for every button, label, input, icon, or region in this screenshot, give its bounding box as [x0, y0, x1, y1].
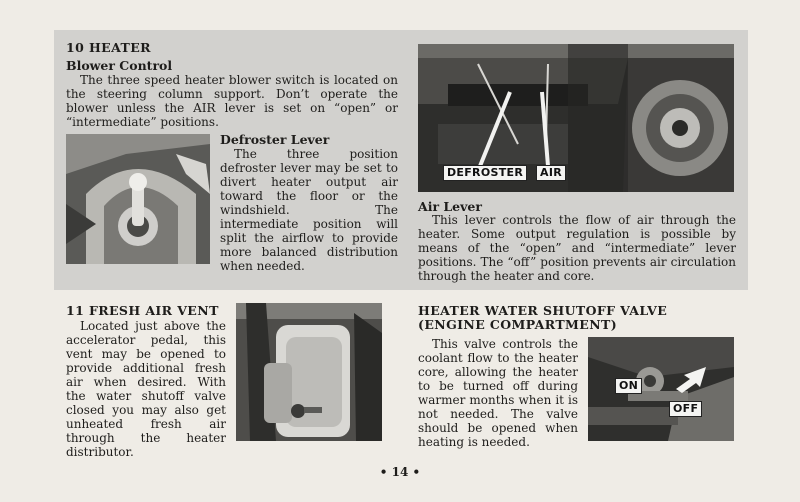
shutoff-valve-title: HEATER WATER SHUTOFF VALVE	[418, 303, 668, 318]
air-photo-label: AIR	[536, 165, 566, 181]
fresh-air-vent-photo	[236, 303, 382, 441]
defroster-photo-label: DEFROSTER	[443, 165, 527, 181]
valve-off-label: OFF	[669, 401, 702, 417]
defroster-lever-photo	[66, 134, 210, 264]
shutoff-valve-subtitle: (ENGINE COMPARTMENT)	[418, 317, 618, 332]
heater-section-title: 10 HEATER	[66, 40, 151, 55]
fresh-air-vent-text: Located just above the accelerator pedal, this vent may be opened to provide additional fresh air when desired. With the water shutoff valve closed you may also get unheated fresh air through the heater distributor.	[66, 319, 226, 459]
air-lever-heading: Air Lever	[418, 199, 482, 214]
defroster-lever-heading: Defroster Lever	[220, 132, 330, 147]
air-lever-text: This lever controls the flow of air through the heater. Some output regulation is possible by means of the “open” and “intermediate” lever positions. The “off” position prevents air circulation through the heater and core.	[418, 213, 736, 283]
page-number: • 14 •	[379, 465, 421, 479]
valve-on-label: ON	[615, 378, 642, 394]
shutoff-valve-photo	[588, 337, 734, 441]
defroster-lever-text: The three position defroster lever may be set to divert heater output air toward the floor or the windshield. The intermediate position will split the airflow to provide more balanced distribution when needed.	[220, 147, 398, 273]
fresh-air-vent-title: 11 FRESH AIR VENT	[66, 303, 219, 318]
blower-control-text: The three speed heater blower switch is located on the steering column support. Don’t operate the blower unless the AIR lever is set on “open” or “intermediate” positions.	[66, 73, 398, 129]
shutoff-valve-text: This valve controls the coolant flow to the heater core, allowing the heater to be turned off during warmer months when it is not needed. The valve should be opened when heating is needed.	[418, 337, 578, 449]
blower-control-heading: Blower Control	[66, 58, 173, 73]
